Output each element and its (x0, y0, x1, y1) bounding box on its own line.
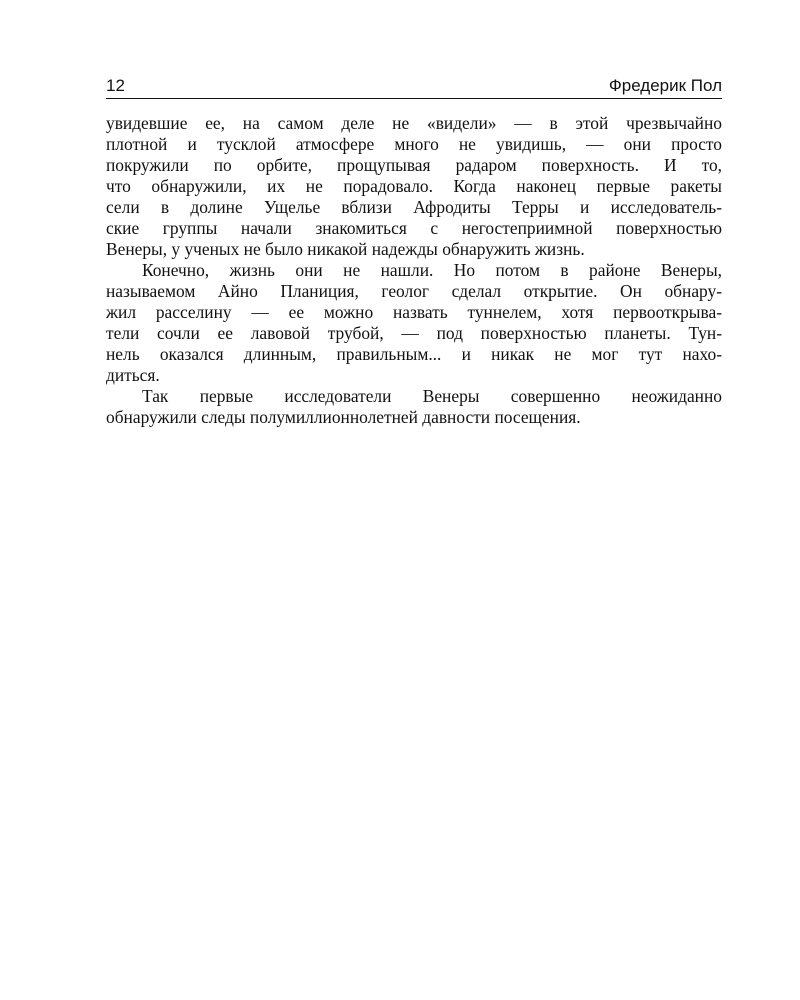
body-text (106, 113, 722, 428)
author-name: Фредерик Пол (608, 76, 722, 95)
text-line: нель оказался длинным, правильным... и никак не мог тут нахо- (106, 344, 722, 364)
text-line: Венеры, у ученых не было никакой надежды обнаружить жизнь. (106, 239, 585, 259)
text-line: ские группы начали знакомиться с негостеприимной поверхностью (106, 218, 722, 238)
text-line: Так первые исследователи Венеры совершенно неожиданно (142, 386, 722, 406)
text-line: что обнаружили, их не порадовало. Когда наконец первые ракеты (106, 176, 722, 196)
text-line: обнаружили следы полумиллионнолетней давности посещения. (106, 407, 581, 427)
text-line: сели в долине Ущелье вблизи Афродиты Терры и исследователь- (106, 197, 722, 217)
text-line: увидевшие ее, на самом деле не «видели» — в этой чрезвычайно (106, 113, 722, 133)
book-page (106, 74, 722, 428)
text-line: тели сочли ее лавовой трубой, — под поверхностью планеты. Тун- (106, 323, 722, 343)
paragraph-2 (106, 260, 722, 386)
text-line: Конечно, жизнь они не нашли. Но потом в районе Венеры, (142, 260, 722, 280)
text-line: плотной и тусклой атмосфере много не увидишь, — они просто (106, 134, 722, 154)
text-line: жил расселину — ее можно назвать туннелем, хотя первооткрыва- (106, 302, 722, 322)
running-header (106, 74, 722, 99)
text-line: диться. (106, 365, 160, 385)
paragraph-1 (106, 113, 722, 260)
page-number: 12 (106, 76, 125, 95)
text-line: покружили по орбите, прощупывая радаром поверхность. И то, (106, 155, 722, 175)
paragraph-3 (106, 386, 722, 428)
text-line: называемом Айно Планиция, геолог сделал открытие. Он обнару- (106, 281, 722, 301)
